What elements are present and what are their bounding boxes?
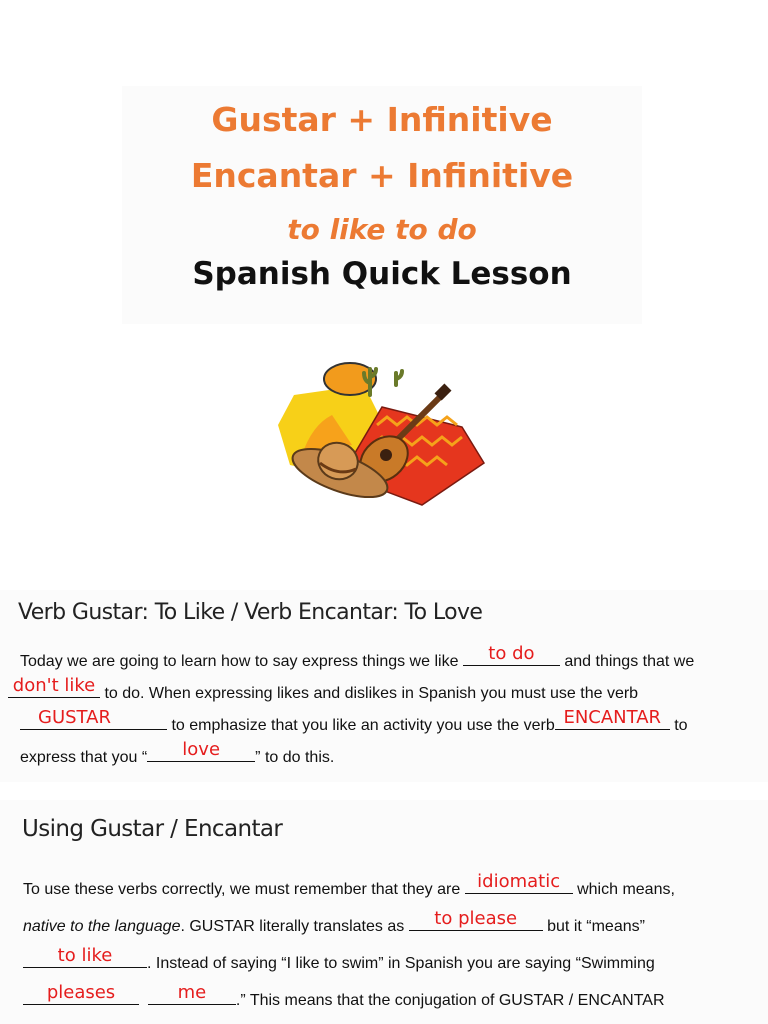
answer-text: love [182, 739, 221, 760]
text-segment: to emphasize that you like an activity you use the verb [167, 717, 555, 734]
paragraph-line [8, 677, 638, 710]
section-heading: Verb Gustar: To Like / Verb Encantar: To Love [18, 600, 483, 625]
fill-blank [147, 741, 255, 762]
fill-blank [465, 873, 573, 894]
answer-text: pleases [46, 982, 116, 1003]
text-segment: to [669, 717, 688, 734]
text-segment: .” This means that the conjugation of GUSTAR / ENCANTAR [235, 992, 665, 1009]
answer-text: don't like [12, 675, 96, 696]
text-segment: and things that we [559, 653, 695, 670]
answer-text: idiomatic [477, 871, 561, 892]
text-segment: . Instead of saying “I like to swim” in Spanish you are saying “Swimming [147, 955, 655, 972]
subtitle: to like to do [287, 213, 477, 246]
text-segment: ” to do this. [255, 749, 335, 766]
answer-text: me [177, 982, 207, 1003]
title-encantar: Encantar + Infinitive [190, 156, 574, 195]
fill-blank [23, 984, 139, 1005]
paragraph-line [23, 908, 645, 945]
section-using-gustar [0, 800, 768, 1024]
title-card [122, 86, 642, 324]
answer-text: GUSTAR [38, 707, 111, 728]
text-segment: but it “means” [542, 918, 645, 935]
section-heading: Using Gustar / Encantar [22, 816, 283, 842]
fill-blank [20, 709, 167, 730]
fill-blank [463, 645, 560, 666]
guitar-hole [380, 449, 392, 461]
text-segment: Today we are going to learn how to say express things we like [20, 653, 463, 670]
answer-text: ENCANTAR [563, 707, 662, 728]
answer-text: to please [434, 908, 518, 929]
paragraph-line [20, 645, 694, 678]
paragraph-line [23, 982, 665, 1019]
fill-blank [555, 709, 670, 730]
italic-text: native to the language [23, 918, 181, 935]
text-segment: express that you “ [20, 749, 148, 766]
title-gustar: Gustar + Infinitive [211, 100, 553, 139]
fill-blank [409, 910, 543, 931]
fill-blank [148, 984, 236, 1005]
paragraph-line [23, 945, 655, 982]
answer-text: to like [57, 945, 113, 966]
paragraph-line [20, 709, 688, 742]
text-segment: which means, [572, 881, 675, 898]
answer-text: to do [488, 643, 535, 664]
text-segment: To use these verbs correctly, we must remember that they are [23, 881, 465, 898]
text-segment: . GUSTAR literally translates as [180, 918, 409, 935]
fill-blank [23, 947, 147, 968]
lesson-title: Spanish Quick Lesson [192, 256, 572, 292]
cactus-icon [364, 369, 402, 395]
fill-blank [8, 677, 100, 698]
text-segment: to do. When expressing likes and dislikes in Spanish you must use the verb [100, 685, 639, 702]
paragraph-line [20, 741, 334, 774]
paragraph-line [23, 871, 675, 908]
sombrero-guitar-blanket-icon [272, 355, 492, 515]
section-verb-gustar [0, 590, 768, 782]
